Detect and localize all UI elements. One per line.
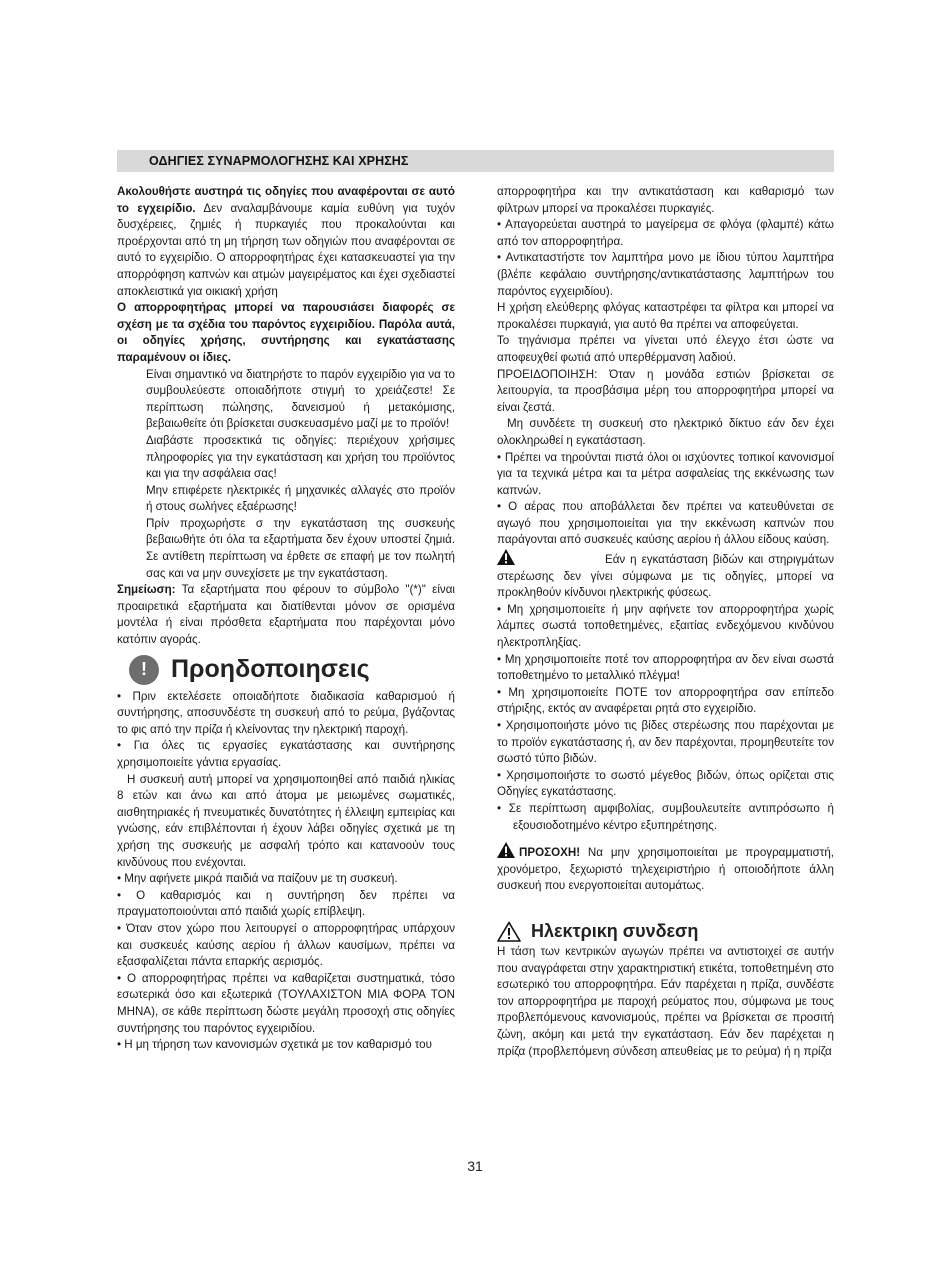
warning-item: • Χρησιμοποιήστε μόνο τις βίδες στερέωσης που παρέχονται με το προϊόν εγκατάστασης ή, αν δεν παρέχονται, προμηθευτείτε τον σωστό τύπο βιδών. bbox=[497, 719, 834, 766]
warning-item: • Ο απορροφητήρας πρέπει να καθαρίζεται συστηματικά, τόσο εσωτερικά όσο και εξωτερικά (ΤΟΥΛΑΧΙΣΤΟΝ ΜΙΑ ΦΟΡΑ ΤΟΝ ΜΗΝΑ), σε κάθε περίπτωση δώστε μεγάλη προσοχή στις οδηγίες συντήρησης του παρόντος εγχειριδίου. bbox=[117, 971, 455, 1035]
caution-label: ΠΡΟΣΟΧΗ! bbox=[519, 846, 581, 860]
warning-item: • Πρέπει να τηρούνται πιστά όλοι οι ισχύοντες τοπικοί κανονισμοί για τα τεχνικά μέτρα και τα μέτρα ασφαλείας της εκκένωσης των καπνών. bbox=[497, 450, 834, 497]
warning-item: • Πριν εκτελέσετε οποιαδήποτε διαδικασία καθαρισμού ή συντήρησης, αποσυνδέστε τη συσκευή από το ρεύμα, βγάζοντας το φις από την πρίζα ή κλείνοντας την ηλεκτρική παροχή. bbox=[117, 689, 455, 736]
warning-triangle-icon bbox=[497, 549, 515, 565]
warning-item: • Μην αφήνετε μικρά παιδιά να παίζουν με τη συσκευή. bbox=[117, 872, 398, 886]
keep-manual-note: Είναι σημαντικό να διατηρήστε το παρόν εγχειρίδιο για να το συμβουλεύεστε οποιαδήποτε στιγμή το χρειάζεστε! Σε περίπτωση πώλησης, δανεισμού ή μετακόμισης, βεβαιωθείτε ότι βρίσκεται συσκευασμένο μαζί με το προϊόν! bbox=[146, 367, 455, 431]
warning-triangle-icon bbox=[497, 842, 515, 858]
warning-triangle-outline-icon bbox=[497, 921, 521, 942]
warning-item: • Για όλες τις εργασίες εγκατάστασης και συντήρησης χρησιμοποιείτε γάντια εργασίας. bbox=[117, 739, 455, 769]
warning-item: • Σε περίπτωση αμφιβολίας, συμβουλευτείτε αντιπρόσωπο ή εξουσιοδοτημένο κέντρο εξυπηρέτησης. bbox=[497, 801, 834, 832]
warning-item: • Μη χρησιμοποιείτε ή μην αφήνετε τον απορροφητήρα χωρίς λάμπες σωστά τοποθετημένες, εξαιτίας ενδεχόμενου κινδύνου ηλεκτροπληξίας. bbox=[497, 602, 834, 650]
variation-notice-text: Ο απορροφητήρας μπορεί να παρουσιάσει διαφορές σε σχέση με τα σχέδια του παρόντος εγχειριδίου. Παρόλα αυτά, οι οδηγίες χρήσης, συντήρησης και εγκατάστασης παραμένουν οι ίδιες. bbox=[117, 301, 455, 364]
electrical-text: Η τάση των κεντρικών αγωγών πρέπει να αντιστοιχεί σε αυτήν που αναγράφεται στην χαρακτηριστική ετικέτα, τοποθετημένη στο εσωτερικό του απορροφητήρα. Εάν παρέχεται η πρίζα, συνδέστε τον απορροφητήρα με παροχή ρεύματος που, σύμφωνα με τους προβλεπόμενους κανονισμούς, πρέπει να βρίσκεται σε προσιτή ζώνη, ακόμη και μετά την εγκατάσταση. Εάν δεν παρέχεται η πρίζα (προβλεπόμενη σύνδεση απευθείας με το ρεύμα) ή η πρίζα bbox=[497, 944, 834, 1058]
electrical-title: Ηλεκτρικη συνδεση bbox=[531, 921, 699, 942]
warning-item: • Μη χρησιμοποιείτε ποτέ τον απορροφητήρα αν δεν είναι σωστά τοποθετημένο το μεταλλικό πλέγμα! bbox=[497, 652, 834, 683]
warning-circle-icon: ! bbox=[129, 655, 159, 685]
caution-text: Να μην χρησιμοποιείται με προγραμματιστή, χρονόμετρο, ξεχωριστό τηλεχειριστήριο ή οποιοδήποτε άλλη συσκευή που ενεργοποιείται αυτομάτως. bbox=[497, 846, 834, 893]
check-parts-note: Πρίν προχωρήστε σ την εγκατάσταση της συσκευής βεβαιωθήτε ότι όλα τα εξαρτήματα δεν έχουν υποστεί ζημιά. Σε αντίθετη περίπτωση να έρθετε σε επαφή με τον πωλητή σας και να μην συνεχίσετε με την εγκατάσταση. bbox=[146, 516, 455, 580]
read-instructions-note: Διαβάστε προσεκτικά τις οδηγίες: περιέχουν χρήσιμες πληροφορίες για την εγκατάσταση και χρήση του προϊόντος και για την ασφάλεια σας! bbox=[146, 433, 455, 481]
warning-item: • Απαγορεύεται αυστηρά το μαγείρεμα σε φλόγα (φλαμπέ) κάτω από τον απορροφητήρα. bbox=[497, 218, 834, 248]
variation-notice bbox=[117, 300, 455, 366]
section-header bbox=[117, 150, 834, 172]
electrical-risk-text: Εάν η εγκατάσταση βιδών και στηριγμάτων στερέωσης δεν γίνει σύμφωνα με τις οδηγίες, μπορεί να προκληθούν κίνδυνοι ηλεκτρικής φύσεως. bbox=[497, 553, 834, 600]
warning-item: • Μη χρησιμοποιείτε ΠΟΤΕ τον απορροφητήρα σαν επίπεδο στήριξης, εκτός αν αναφέρεται ρητά στο εγχειρίδιο. bbox=[497, 685, 834, 716]
warnings-heading bbox=[117, 655, 455, 685]
note-label: Σημείωση: bbox=[117, 583, 176, 597]
section-title: ΟΔΗΓΙΕΣ ΣΥΝΑΡΜΟΛΟΓΗΣΗΣ ΚΑΙ ΧΡΗΣΗΣ bbox=[149, 154, 409, 168]
note-text: Τα εξαρτήματα που φέρουν το σύμβολο "(*)" είναι προαιρετικά εξαρτήματα και διατίθενται μόνον σε ορισμένα μοντέλα ή είναι πρόσθετα εξαρτήματα που παρέχονται μόνο κατόπιν αγοράς. bbox=[117, 583, 455, 647]
note-paragraph bbox=[117, 582, 455, 648]
page-number: 31 bbox=[467, 1158, 483, 1174]
warning-item: Η συσκευή αυτή μπορεί να χρησιμοποιηθεί από παιδιά ηλικίας 8 ετών και άνω και από άτομα με μειωμένες σωματικές, αισθητηριακές ή πνευματικές δυνατότητες ή έλλειψη εμπειρίας και γνώσης, εάν επιβλέπονται ή έχουν λάβει οδηγίες σχετικά με τη χρήση της συσκευής με ασφαλή τρόπο και κατανοούν τους κινδύνους που ενέχονται. bbox=[117, 772, 455, 869]
electrical-risk-paragraph bbox=[497, 549, 834, 602]
caution-paragraph bbox=[497, 842, 834, 895]
warning-item: ΠΡΟΕΙΔΟΠΟΙΗΣΗ: Όταν η μονάδα εστιών βρίσκεται σε λειτουργία, τα προσβάσιμα μέρη του απορροφητήρα μπορεί να είναι ζεστά. bbox=[497, 367, 834, 414]
electrical-heading bbox=[497, 921, 834, 942]
no-modifications-note: Μην επιφέρετε ηλεκτρικές ή μηχανικές αλλαγές στο προϊόν ή στους σωλήνες εξαέρωσης! bbox=[146, 483, 455, 514]
warning-item: • Χρησιμοποιήστε το σωστό μέγεθος βιδών, όπως ορίζεται στις Οδηγίες εγκατάστασης. bbox=[497, 768, 834, 799]
intro-paragraph bbox=[117, 184, 455, 300]
warning-item: απορροφητήρα και την αντικατάσταση και καθαρισμό των φίλτρων μπορεί να προκαλέσει πυρκαγιές. bbox=[497, 185, 834, 215]
warning-item: • Η μη τήρηση των κανονισμών σχετικά με τον καθαρισμό του bbox=[117, 1038, 432, 1052]
intro-text: Δεν αναλαμβάνουμε καμία ευθύνη για τυχόν δυσχέρειες, ζημιές ή πυρκαγιές που προκαλούνται και προέρχονται από τη μη τήρηση των οδηγιών που αναφέρονται σε αυτό το εγχειρίδιο. Ο απορροφητήρας έχει κατασκευαστεί για την απορρόφηση καπνών και ατμών μαγειρέματος και έχει σχεδιαστεί αποκλειστικά για οικιακή χρήση bbox=[117, 201, 456, 298]
warning-item: Η χρήση ελεύθερης φλόγας καταστρέφει τα φίλτρα και μπορεί να προκαλέσει πυρκαγιά, για αυτό θα πρέπει να αποφεύγεται. bbox=[497, 301, 834, 331]
warnings-title: Προηδοποιησεις bbox=[171, 655, 370, 684]
intro-bold: Ακολουθήστε αυστηρά τις οδηγίες που αναφέρονται σε αυτό το εγχειρίδιο. bbox=[117, 185, 455, 215]
warning-item: • Ο αέρας που αποβάλλεται δεν πρέπει να κατευθύνεται σε αγωγό που χρησιμοποιείται για την εκκένωση καπνών που παράγονται από συσκευές καύσης αερίου ή άλλου είδους καύση. bbox=[497, 500, 834, 547]
warning-item: • Όταν στον χώρο που λειτουργεί ο απορροφητήρας υπάρχουν και συσκευές καύσης αερίου ή άλλων καυσίμων, πρέπει να εξασφαλίζεται πάντα επαρκής αερισμός. bbox=[117, 921, 455, 969]
warning-item: Το τηγάνισμα πρέπει να γίνεται υπό έλεγχο έτσι ώστε να αποφευχθεί φωτιά από υπερθέρμανση λαδιού. bbox=[497, 334, 834, 364]
right-column bbox=[497, 184, 834, 1060]
warning-item: • Ο καθαρισμός και η συντήρηση δεν πρέπει να πραγματοποιούνται από παιδιά χωρίς επίβλεψη. bbox=[117, 888, 455, 919]
warning-item: Μη συνδέετε τη συσκευή στο ηλεκτρικό δίκτυο εάν δεν έχει ολοκληρωθεί η εγκατάσταση. bbox=[497, 417, 834, 447]
left-column bbox=[117, 184, 455, 1054]
warning-item: • Αντικαταστήστε τον λαμπτήρα μονο με ίδιου τύπου λαμπτήρα (βλέπε κεφάλαιο συντήρησης/αντικατάστασης λαμπτήρων του παρόντος εγχειριδίου). bbox=[497, 251, 834, 298]
